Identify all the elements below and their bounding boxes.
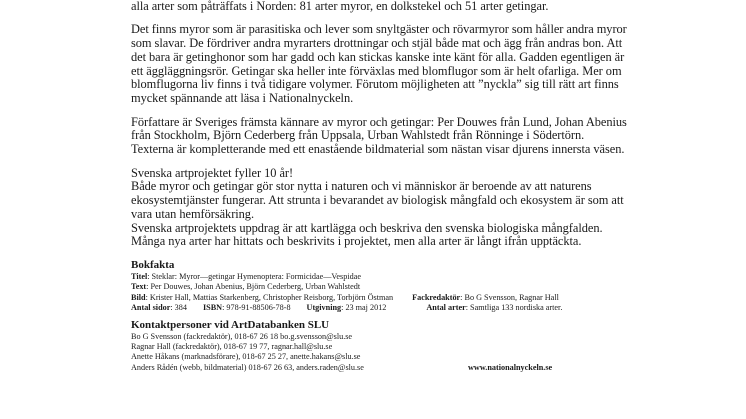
text-line: alla arter som påträffats i Norden: 81 arter myror, en dolkstekel och 51 arter getingar. [131,0,549,13]
bild-value: : Krister Hall, Mattias Starkenberg, Christopher Reisborg, Torbjörn Östman [145,292,394,302]
text-line: Svenska artprojektet fyller 10 år! [131,165,294,180]
bokfakta-bild [131,293,731,303]
text-line: Texterna är kompletterande med ett enastående bildmaterial som nästan visar djurens innersta väsen. [131,142,625,157]
text-line: blomflugorna liv finns i två tidigare volymer. Förutom möjligheten att ”nyckla” sig till rätt art finns [131,77,619,92]
text-line: Många nya arter har hittats och beskrivits i projektet, men alla arter är långt ifrån upptäckta. [131,234,582,249]
text-line: det bara är getinghonor som har gadd och kan stickas kanske inte känt för alla. Gadden egentligen är [131,49,625,64]
parasites-paragraph [131,23,731,105]
bokfakta-details [131,303,731,313]
text-line: Det finns myror som är parasitiska och lever som snyltgäster och rövarmyror som håller andra myror [131,22,627,37]
authors-paragraph [131,116,731,157]
arter-label: Antal arter [426,303,466,313]
text-line: som slavar. De fördriver andra myrarters drottningar och stjäl både mat och ägg från andras bon. Att [131,36,623,51]
contact-line: Bo G Svensson (fackredaktör), 018-67 26 18 bo.g.svensson@slu.se [131,331,353,341]
text-line: Författare är Sveriges främsta kännare av myror och getingar: Per Douwes från Lund, Johan Abenius [131,114,627,129]
utgivning-value: : 23 maj 2012 [341,303,387,313]
contacts-heading: Kontaktpersoner vid ArtDatabanken SLU [131,318,330,331]
document-page [131,0,731,373]
bokfakta-text [131,282,731,292]
contact-line: Anders Rådén (webb, bildmaterial) 018-67 26 63, anders.raden@slu.se [131,362,364,372]
fackredaktor-label: Fackredaktör [412,292,461,302]
artprojekt-paragraph [131,167,731,249]
bokfakta-titel [131,272,731,282]
text-line: Svenska artprojektets uppdrag är att kartlägga och beskriva den svenska biologiska mångfalden. [131,220,603,235]
bild-label: Bild [131,292,146,302]
text-line: vara utan hemförsäkring. [131,206,255,221]
fackredaktor-value: : Bo G Svensson, Ragnar Hall [460,292,559,302]
arter-value: : Samtliga 133 nordiska arter. [465,303,563,313]
text-line: Både myror och getingar gör stor nytta i naturen och vi människor är beroende av att naturens [131,179,592,194]
contact-line-last [131,363,731,373]
sidor-label: Antal sidor [131,303,171,313]
isbn-value: : 978-91-88506-78-8 [222,303,291,313]
text-line: ett äggläggningsrör. Getingar ska heller inte förväxlas med blomflugor som är helt ofarliga. Mer om [131,63,622,78]
intro-paragraph [131,0,731,13]
bokfakta-heading: Bokfakta [131,258,175,271]
utgivning-label: Utgivning [306,303,342,313]
titel-value: : Steklar: Myror—getingar Hymenoptera: Formicidae—Vespidae [147,271,361,281]
sidor-value: : 384 [170,303,187,313]
text-value: : Per Douwes, Johan Abenius, Björn Cederberg, Urban Wahlstedt [146,282,361,292]
text-label: Text [131,282,147,292]
text-line: ekosystemtjänster fungerar. Att strunta i bevarandet av biologisk mångfald och ekosystem är som att [131,193,624,208]
website-link[interactable]: www.nationalnyckeln.se [468,362,553,372]
text-line: från Stockholm, Björn Cederberg från Uppsala, Urban Wahlstedt från Rönninge i Södertörn. [131,128,585,143]
text-line: mycket spännande att läsa i Nationalnyckeln. [131,90,354,105]
titel-label: Titel [131,271,148,281]
contact-line: Anette Håkans (marknadsförare), 018-67 25 27, anette.hakans@slu.se [131,352,361,362]
isbn-label: ISBN [202,303,223,313]
contact-line: Ragnar Hall (fackredaktör), 018-67 19 77, ragnar.hall@slu.se [131,341,333,351]
